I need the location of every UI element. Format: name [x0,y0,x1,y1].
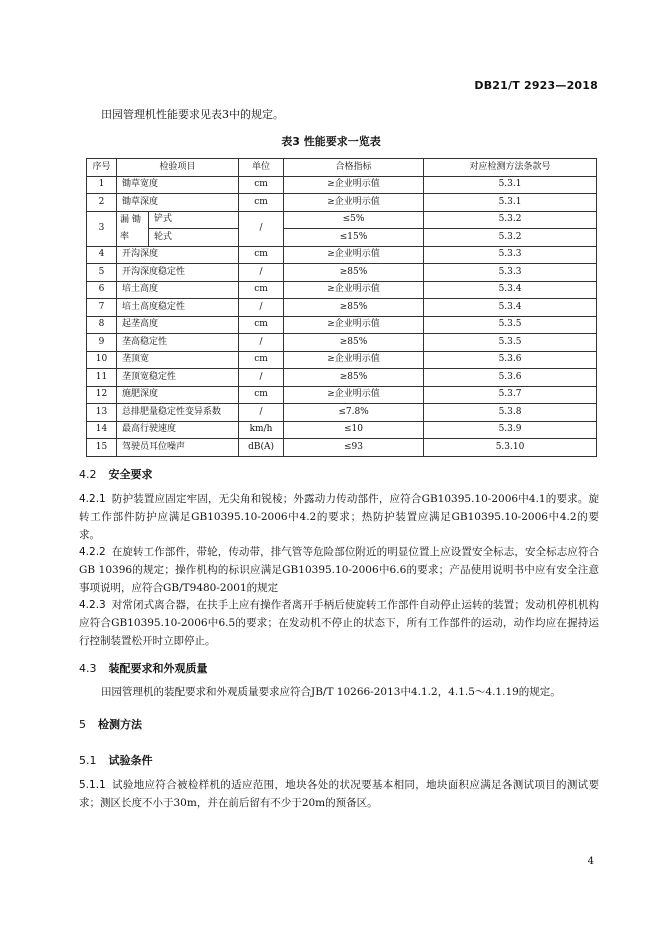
clause-number: 4.2.1 [79,493,106,505]
cell-clause: 5.3.4 [424,299,597,317]
cell-item-miss-rate [117,211,149,246]
cell-item: 开沟深度稳定性 [117,264,239,282]
clause-text: 防护装置应固定牢固，无尖角和锐棱；外露动力传动部件，应符合GB10395.10-2006中4.1的要求。旋转工作部件防护应满足GB10395.10-2006中4.2的要求；热防护装置应满足GB10395.10-2006中4.2的要求。 [79,493,599,541]
cell-item: 培土高度 [117,281,239,299]
cell-clause: 5.3.3 [424,264,597,282]
cell-no: 10 [87,351,117,369]
clause-text: 对常闭式离合器，在扶手上应有操作者离开手柄后使旋转工作部件自动停止运转的装置；发动机停机机构应符合GB10395.10-2006中6.5的要求；在发动机不停止的状态下，所有工作部件的运动，动作均应在握持运行控制装置松开时立即停止。 [79,599,599,647]
cell-item: 垄顶宽稳定性 [117,369,239,387]
header-cell: 合格指标 [284,159,424,177]
performance-table [86,158,597,457]
cell-spec: ≥85% [284,334,424,352]
cell-clause: 5.3.5 [424,334,597,352]
section-number: 4.3 [79,662,97,675]
cell-item: 总排肥量稳定性变异系数 [117,404,239,422]
cell-no: 9 [87,334,117,352]
cell-unit: dB(A) [239,439,284,457]
table-row [87,176,597,194]
cell-unit: / [239,404,284,422]
cell-item: 开沟深度 [117,246,239,264]
section-5-1-heading [79,752,153,768]
miss-rate-label-a: 漏 锄 [120,214,141,225]
cell-unit: / [239,369,284,387]
cell-unit: cm [239,386,284,404]
cell-unit: cm [239,351,284,369]
cell-no: 4 [87,246,117,264]
cell-unit: cm [239,176,284,194]
cell-item: 起垄高度 [117,316,239,334]
section-title: 检测方法 [98,718,142,731]
cell-clause: 5.3.8 [424,404,597,422]
clause-number: 5.1.1 [79,779,106,791]
cell-spec: ≤15% [284,229,424,247]
cell-spec: ≤5% [284,211,424,229]
clause-text: 在旋转工作部件，带轮，传动带，排气管等危险部位附近的明显位置上应设置安全标志，安全标志应符合GB 10396的规定；操作机构的标识应满足GB10395.10-2006中6.6的要求；产品使用说明书中应有安全注意事项说明，应符合GB/T9480-2001的规定 [79,546,599,594]
table-row [87,421,597,439]
cell-spec: ≥企业明示值 [284,281,424,299]
clause-number: 4.2.2 [79,546,106,558]
header-cell: 检验项目 [117,159,239,177]
cell-clause: 5.3.6 [424,351,597,369]
table-row [87,386,597,404]
cell-spec: ≥85% [284,264,424,282]
document-code: DB21/T 2923—2018 [474,79,598,92]
cell-unit: cm [239,194,284,212]
cell-clause: 5.3.4 [424,281,597,299]
cell-no: 7 [87,299,117,317]
clause-4-2-1 [79,490,599,544]
cell-no: 12 [87,386,117,404]
cell-clause: 5.3.2 [424,211,597,229]
header-cell: 对应检测方法条款号 [424,159,597,177]
cell-subitem: 轮式 [149,229,239,247]
miss-rate-label-b: 率 [120,231,130,242]
section-title: 装配要求和外观质量 [108,662,208,675]
cell-clause: 5.3.5 [424,316,597,334]
cell-spec: ≥85% [284,299,424,317]
cell-no: 5 [87,264,117,282]
cell-unit: / [239,299,284,317]
cell-no: 15 [87,439,117,457]
cell-item: 垄顶宽 [117,351,239,369]
table-row [87,351,597,369]
cell-item: 锄草宽度 [117,176,239,194]
section-number: 5 [79,718,86,731]
table-row [87,229,597,247]
table-row [87,404,597,422]
table-row [87,334,597,352]
cell-clause: 5.3.10 [424,439,597,457]
intro-text: 田园管理机性能要求见表3中的规定。 [101,108,284,121]
cell-no: 14 [87,421,117,439]
cell-spec: ≤93 [284,439,424,457]
cell-spec: ≥企业明示值 [284,351,424,369]
table-header-row [87,159,597,177]
section-5-heading [79,716,142,732]
table-row [87,316,597,334]
cell-unit: / [239,211,284,246]
cell-clause: 5.3.1 [424,176,597,194]
cell-clause: 5.3.1 [424,194,597,212]
section-number: 4.2 [79,468,97,481]
cell-item: 垄高稳定性 [117,334,239,352]
cell-item: 最高行驶速度 [117,421,239,439]
cell-clause: 5.3.3 [424,246,597,264]
clause-4-2-3 [79,596,599,650]
table-row [87,439,597,457]
cell-clause: 5.3.6 [424,369,597,387]
header-cell: 单位 [239,159,284,177]
cell-spec: ≤7.8% [284,404,424,422]
cell-unit: cm [239,246,284,264]
cell-unit: / [239,264,284,282]
cell-unit: km/h [239,421,284,439]
cell-unit: / [239,334,284,352]
cell-unit: cm [239,316,284,334]
cell-no: 3 [87,211,117,246]
cell-no: 13 [87,404,117,422]
cell-no: 11 [87,369,117,387]
section-title: 试验条件 [108,754,153,767]
clause-number: 4.2.3 [79,599,106,611]
cell-no: 8 [87,316,117,334]
clause-5-1-1 [79,776,599,812]
cell-no: 1 [87,176,117,194]
cell-no: 2 [87,194,117,212]
table-row [87,194,597,212]
clause-text: 试验地应符合被检样机的适应范围，地块各处的状况要基本相同，地块面积应满足各测试项目的测试要求；测区长度不小于30m，并在前后留有不少于20m的预备区。 [79,779,599,809]
cell-unit: cm [239,281,284,299]
cell-spec: ≥企业明示值 [284,316,424,334]
table-row [87,369,597,387]
paragraph-4-3: 田园管理机的装配要求和外观质量要求应符合JB/T 10266-2013中4.1.2，4.1.5～4.1.19的规定。 [101,686,561,698]
section-title: 安全要求 [108,468,153,481]
table-row [87,246,597,264]
section-4-2-heading [79,466,153,482]
cell-spec: ≥企业明示值 [284,246,424,264]
clause-4-2-2 [79,543,599,597]
cell-no: 6 [87,281,117,299]
table-caption: 表3 性能要求一览表 [281,135,381,148]
cell-clause: 5.3.9 [424,421,597,439]
section-number: 5.1 [79,754,97,767]
cell-clause: 5.3.7 [424,386,597,404]
cell-spec: ≥85% [284,369,424,387]
cell-clause: 5.3.2 [424,229,597,247]
table-row [87,299,597,317]
cell-spec: ≥企业明示值 [284,386,424,404]
page-number: 4 [587,856,594,867]
cell-item: 施肥深度 [117,386,239,404]
cell-spec: ≥企业明示值 [284,176,424,194]
table-row [87,211,597,229]
table-row [87,281,597,299]
cell-item: 驾驶员耳位噪声 [117,439,239,457]
cell-subitem: 铲式 [149,211,239,229]
section-4-3-heading [79,660,208,676]
cell-spec: ≤10 [284,421,424,439]
cell-spec: ≥企业明示值 [284,194,424,212]
cell-item: 培土高度稳定性 [117,299,239,317]
table-row [87,264,597,282]
header-cell: 序号 [87,159,117,177]
cell-item: 锄草深度 [117,194,239,212]
